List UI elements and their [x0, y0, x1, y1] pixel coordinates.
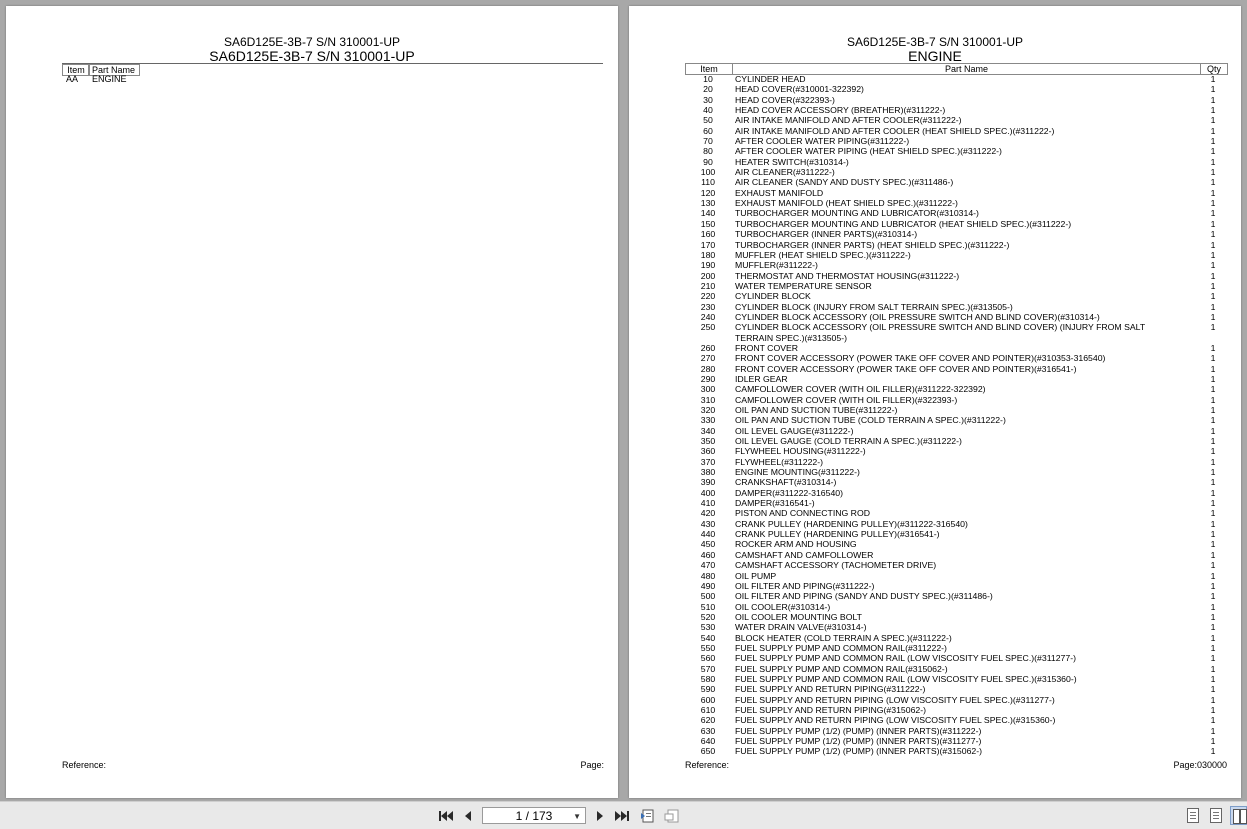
row-qty: 1 [1210, 342, 1216, 353]
row-part-name: ENGINE MOUNTING(#311222-) [735, 467, 860, 478]
row-part-name: HEAD COVER(#322393-) [735, 94, 835, 105]
row-item-number: 120 [700, 187, 716, 198]
row-qty: 1 [1210, 580, 1216, 591]
row-item-number: 330 [700, 415, 716, 426]
row-qty: 1 [1210, 229, 1216, 240]
row-qty: 1 [1210, 611, 1216, 622]
row-part-name: OIL PAN AND SUCTION TUBE (COLD TERRAIN A SPEC.)(#311222-) [735, 415, 1006, 426]
table-row[interactable] [685, 177, 1226, 187]
row-part-name: TURBOCHARGER MOUNTING AND LUBRICATOR(#310314-) [735, 208, 979, 219]
continuous-view-icon[interactable] [1210, 808, 1222, 823]
row-qty: 1 [1210, 353, 1216, 364]
row-item-number: 400 [700, 487, 716, 498]
table-row[interactable] [685, 715, 1226, 725]
left-footer-reference: Reference: [62, 760, 107, 770]
next-page-icon[interactable] [591, 807, 609, 825]
row-item-number: 300 [700, 384, 716, 395]
row-part-name: CYLINDER BLOCK [735, 291, 811, 302]
row-qty: 1 [1210, 715, 1216, 726]
row-part-name: THERMOSTAT AND THERMOSTAT HOUSING(#311222-) [735, 270, 960, 281]
row-part-name: FRONT COVER [735, 342, 799, 353]
row-item-number: 70 [703, 136, 713, 147]
row-qty: 1 [1210, 642, 1216, 653]
row-qty: 1 [1210, 487, 1216, 498]
parts-table-body [685, 74, 1226, 757]
table-row[interactable] [685, 705, 1226, 715]
row-item-number: 180 [700, 249, 716, 260]
page-indicator-text: 1 / 173 [515, 809, 553, 823]
table-row[interactable] [685, 250, 1226, 260]
table-row[interactable] [685, 612, 1226, 622]
row-qty: 1 [1210, 394, 1216, 405]
row-item-number: 620 [700, 715, 716, 726]
table-row[interactable] [685, 643, 1226, 653]
row-item-number: 150 [700, 218, 716, 229]
row-part-name: OIL COOLER MOUNTING BOLT [735, 611, 862, 622]
row-part-name: FUEL SUPPLY PUMP AND COMMON RAIL (LOW VISCOSITY FUEL SPEC.)(#315360-) [735, 673, 1077, 684]
row-item-number: 80 [703, 146, 713, 157]
table-row[interactable] [685, 167, 1226, 177]
table-row[interactable] [685, 653, 1226, 663]
right-footer-reference: Reference: [685, 760, 730, 770]
prev-page-icon[interactable] [459, 807, 477, 825]
row-qty: 1 [1210, 746, 1216, 757]
row-item-number: 20 [703, 84, 713, 95]
table-row[interactable] [685, 384, 1226, 394]
table-row[interactable] [685, 240, 1226, 250]
row-item-number: 640 [700, 736, 716, 746]
row-item-number: 470 [700, 560, 716, 571]
row-item-number: 650 [700, 746, 716, 757]
row-item-number: 30 [703, 94, 713, 105]
row-qty: 1 [1210, 218, 1216, 229]
row-item-number: 260 [700, 342, 716, 353]
table-row[interactable] [685, 374, 1226, 384]
table-row[interactable] [685, 508, 1226, 518]
row-part-name: OIL LEVEL GAUGE (COLD TERRAIN A SPEC.)(#311222-) [735, 436, 962, 447]
row-qty: 1 [1210, 146, 1216, 157]
row-item-number: 320 [700, 405, 716, 415]
table-row[interactable] [685, 74, 1226, 84]
row-qty: 1 [1210, 415, 1216, 426]
table-row[interactable] [685, 364, 1226, 374]
row-qty: 1 [1210, 653, 1216, 664]
row-qty: 1 [1210, 74, 1216, 84]
row-item-number: 530 [700, 622, 716, 633]
row-qty: 1 [1210, 456, 1216, 467]
row-part-name: FRONT COVER ACCESSORY (POWER TAKE OFF COVER AND POINTER)(#310353-316540) [735, 353, 1106, 364]
row-item-number: 550 [700, 642, 716, 653]
table-row[interactable] [685, 115, 1226, 125]
row-qty: 1 [1210, 673, 1216, 684]
row-item-number: 570 [700, 663, 716, 674]
row-qty: 1 [1210, 446, 1216, 457]
left-footer-page: Page: [580, 760, 604, 770]
single-page-view-icon[interactable] [1187, 808, 1199, 823]
row-item-number: 200 [700, 270, 716, 281]
row-qty: 1 [1210, 467, 1216, 478]
row-part-name: FUEL SUPPLY AND RETURN PIPING(#315062-) [735, 704, 927, 715]
row-part-name: DAMPER(#311222-316540) [735, 487, 844, 498]
row-qty: 1 [1210, 384, 1216, 395]
left-col-item-header: Item [62, 64, 90, 76]
row-item-number: 50 [703, 115, 713, 126]
row-qty: 1 [1210, 477, 1216, 488]
row-qty: 1 [1210, 239, 1216, 250]
table-row[interactable] [685, 529, 1226, 539]
table-row[interactable] [685, 105, 1226, 115]
table-row[interactable] [685, 198, 1226, 208]
row-item-number: 560 [700, 653, 716, 664]
row-part-name: CYLINDER HEAD [735, 74, 806, 84]
table-row[interactable] [685, 343, 1226, 353]
row-part-name: FUEL SUPPLY PUMP (1/2) (PUMP) (INNER PARTS)(#311277-) [735, 736, 982, 746]
row-qty: 1 [1210, 373, 1216, 384]
table-row[interactable] [685, 539, 1226, 549]
row-part-name: ROCKER ARM AND HOUSING [735, 539, 857, 550]
table-row[interactable] [685, 550, 1226, 560]
row-qty: 1 [1210, 549, 1216, 560]
table-row[interactable] [685, 457, 1226, 467]
row-item-number: 140 [700, 208, 716, 219]
row-item-number: 310 [700, 394, 716, 405]
row-item-number: 250 [700, 322, 716, 333]
row-part-name: FLYWHEEL HOUSING(#311222-) [735, 446, 866, 457]
table-row[interactable] [685, 95, 1226, 105]
row-part-name: OIL LEVEL GAUGE(#311222-) [735, 425, 854, 436]
row-item-number: 350 [700, 436, 716, 447]
row-item-number: 380 [700, 467, 716, 478]
row-part-name: DAMPER(#316541-) [735, 498, 815, 509]
two-page-view-icon[interactable] [1230, 806, 1247, 825]
row-qty: 1 [1210, 94, 1216, 105]
row-part-name: TURBOCHARGER (INNER PARTS)(#310314-) [735, 229, 918, 240]
row-part-name: FUEL SUPPLY PUMP AND COMMON RAIL (LOW VISCOSITY FUEL SPEC.)(#311277-) [735, 653, 1076, 664]
row-qty: 1 [1210, 725, 1216, 736]
row-qty: 1 [1210, 270, 1216, 281]
row-qty: 1 [1210, 167, 1216, 178]
row-qty: 1 [1210, 684, 1216, 695]
table-row[interactable] [685, 84, 1226, 94]
row-item-number: 270 [700, 353, 716, 364]
row-part-name: AIR INTAKE MANIFOLD AND AFTER COOLER(#311222-) [735, 115, 962, 126]
row-qty: 1 [1210, 663, 1216, 674]
row-part-name: AIR CLEANER(#311222-) [735, 167, 835, 178]
row-qty: 1 [1210, 425, 1216, 436]
row-item-number: 90 [703, 156, 713, 167]
row-qty: 1 [1210, 187, 1216, 198]
table-row[interactable] [685, 146, 1226, 156]
row-item-number: 520 [700, 611, 716, 622]
row-part-name: CAMSHAFT ACCESSORY (TACHOMETER DRIVE) [735, 560, 937, 571]
table-row[interactable] [685, 664, 1226, 674]
row-qty: 1 [1210, 136, 1216, 147]
table-row[interactable] [685, 302, 1226, 312]
row-item-number: 580 [700, 673, 716, 684]
left-row-name[interactable]: ENGINE [92, 74, 127, 84]
row-qty: 1 [1210, 508, 1216, 519]
row-part-name: FUEL SUPPLY PUMP (1/2) (PUMP) (INNER PARTS)(#315062-) [735, 746, 983, 757]
row-qty: 1 [1210, 177, 1216, 188]
left-page [6, 6, 618, 798]
row-qty: 1 [1210, 363, 1216, 374]
row-part-name: FUEL SUPPLY AND RETURN PIPING (LOW VISCOSITY FUEL SPEC.)(#311277-) [735, 694, 1055, 705]
row-qty: 1 [1210, 301, 1216, 312]
row-part-name: MUFFLER (HEAT SHIELD SPEC.)(#311222-) [735, 249, 911, 260]
row-part-name: CYLINDER BLOCK (INJURY FROM SALT TERRAIN SPEC.)(#313505-) [735, 301, 1013, 312]
table-row[interactable] [685, 684, 1226, 694]
row-qty: 1 [1210, 591, 1216, 602]
last-page-icon[interactable] [613, 807, 631, 825]
row-qty: 1 [1210, 632, 1216, 643]
row-item-number: 210 [700, 280, 716, 291]
row-qty: 1 [1210, 436, 1216, 447]
row-item-number: 360 [700, 446, 716, 457]
row-qty: 1 [1210, 704, 1216, 715]
row-qty: 1 [1210, 601, 1216, 612]
table-row[interactable] [685, 633, 1226, 643]
fit-width-icon[interactable] [663, 807, 681, 825]
table-row[interactable] [685, 312, 1226, 322]
row-item-number: 390 [700, 477, 716, 488]
row-item-number: 40 [703, 105, 713, 116]
table-row[interactable] [685, 560, 1226, 570]
row-item-number: 610 [700, 704, 716, 715]
row-item-number: 490 [700, 580, 716, 591]
row-part-name: FUEL SUPPLY AND RETURN PIPING(#311222-) [735, 684, 926, 695]
row-qty: 1 [1210, 125, 1216, 136]
table-row[interactable] [685, 726, 1226, 736]
row-part-name: CAMFOLLOWER COVER (WITH OIL FILLER)(#311222-322392) [735, 384, 986, 395]
table-row[interactable] [685, 136, 1226, 146]
row-qty: 1 [1210, 260, 1216, 271]
row-item-number: 480 [700, 570, 716, 581]
row-part-name: IDLER GEAR [735, 373, 788, 384]
row-item-number: 10 [703, 74, 713, 84]
row-part-name: BLOCK HEATER (COLD TERRAIN A SPEC.)(#311222-) [735, 632, 952, 643]
row-item-number: 500 [700, 591, 716, 602]
row-item-number: 240 [700, 311, 716, 322]
table-row[interactable] [685, 746, 1226, 756]
table-row[interactable] [685, 395, 1226, 405]
row-qty: 1 [1210, 560, 1216, 571]
row-item-number: 410 [700, 498, 716, 509]
row-item-number: 440 [700, 529, 716, 540]
table-row[interactable] [685, 271, 1226, 281]
row-part-name: CYLINDER BLOCK ACCESSORY (OIL PRESSURE SWITCH AND BLIND COVER)(#310314-) [735, 311, 1100, 322]
table-row[interactable] [685, 591, 1226, 601]
row-qty: 1 [1210, 322, 1216, 333]
row-item-number: 220 [700, 291, 716, 302]
row-qty: 1 [1210, 694, 1216, 705]
row-part-name: WATER DRAIN VALVE(#310314-) [735, 622, 867, 633]
row-item-number: 540 [700, 632, 716, 643]
row-qty: 1 [1210, 622, 1216, 633]
row-part-name: CRANK PULLEY (HARDENING PULLEY)(#311222-316540) [735, 518, 968, 529]
row-part-name: FUEL SUPPLY PUMP AND COMMON RAIL(#311222-) [735, 642, 947, 653]
table-row[interactable] [685, 602, 1226, 612]
table-row[interactable] [685, 498, 1226, 508]
left-header-subtitle: SA6D125E-3B-7 S/N 310001-UP [209, 48, 415, 64]
table-row[interactable] [685, 291, 1226, 301]
row-part-name: FRONT COVER ACCESSORY (POWER TAKE OFF COVER AND POINTER)(#316541-) [735, 363, 1077, 374]
row-item-number: 590 [700, 684, 716, 695]
table-row[interactable] [685, 281, 1226, 291]
row-item-number: 160 [700, 229, 716, 240]
row-part-name: AIR INTAKE MANIFOLD AND AFTER COOLER (HEAT SHIELD SPEC.)(#311222-) [735, 125, 1055, 136]
table-row[interactable] [685, 208, 1226, 218]
row-item-number: 190 [700, 260, 716, 271]
first-page-icon[interactable] [437, 807, 455, 825]
right-header-subtitle: ENGINE [908, 48, 962, 64]
left-col-partname-header: Part Name [88, 64, 140, 76]
row-qty: 1 [1210, 249, 1216, 260]
row-part-name: CYLINDER BLOCK ACCESSORY (OIL PRESSURE SWITCH AND BLIND COVER) (INJURY FROM SALT TERRAIN SPEC.)(#313505-) [735, 322, 1146, 343]
row-part-name: OIL COOLER(#310314-) [735, 601, 831, 612]
row-qty: 1 [1210, 208, 1216, 219]
row-item-number: 450 [700, 539, 716, 550]
left-row-item: AA [66, 74, 79, 84]
right-col-item-header: Item [700, 64, 718, 74]
row-part-name: EXHAUST MANIFOLD [735, 187, 824, 198]
row-part-name: WATER TEMPERATURE SENSOR [735, 280, 872, 291]
row-item-number: 100 [700, 167, 716, 178]
table-row[interactable] [685, 188, 1226, 198]
row-item-number: 510 [700, 601, 716, 612]
row-part-name: HEATER SWITCH(#310314-) [735, 156, 849, 167]
table-row[interactable] [685, 736, 1226, 746]
row-qty: 1 [1210, 498, 1216, 509]
table-row[interactable] [685, 426, 1226, 436]
table-row[interactable] [685, 157, 1226, 167]
row-item-number: 230 [700, 301, 716, 312]
row-part-name: HEAD COVER(#310001-322392) [735, 84, 864, 95]
row-part-name: OIL FILTER AND PIPING(#311222-) [735, 580, 875, 591]
row-qty: 1 [1210, 280, 1216, 291]
table-row[interactable] [685, 581, 1226, 591]
right-page [629, 6, 1241, 798]
row-qty: 1 [1210, 405, 1216, 415]
row-part-name: AIR CLEANER (SANDY AND DUSTY SPEC.)(#311486-) [735, 177, 954, 188]
table-row[interactable] [685, 467, 1226, 477]
row-item-number: 280 [700, 363, 716, 374]
table-row[interactable] [685, 674, 1226, 684]
row-part-name: FLYWHEEL(#311222-) [735, 456, 824, 467]
table-row[interactable] [685, 405, 1226, 415]
table-row[interactable] [685, 219, 1226, 229]
row-part-name: AFTER COOLER WATER PIPING (HEAT SHIELD SPEC.)(#311222-) [735, 146, 1002, 157]
row-part-name: CRANK PULLEY (HARDENING PULLEY)(#316541-) [735, 529, 940, 540]
right-footer-page: Page:030000 [1173, 760, 1227, 770]
row-item-number: 340 [700, 425, 716, 436]
table-row[interactable] [685, 571, 1226, 581]
row-qty: 1 [1210, 115, 1216, 126]
table-row[interactable] [685, 229, 1226, 239]
row-qty: 1 [1210, 291, 1216, 302]
row-qty: 1 [1210, 156, 1216, 167]
row-part-name: OIL PUMP [735, 570, 777, 581]
row-qty: 1 [1210, 570, 1216, 581]
table-row[interactable] [685, 519, 1226, 529]
row-part-name: CAMSHAFT AND CAMFOLLOWER [735, 549, 874, 560]
row-qty: 1 [1210, 198, 1216, 209]
left-header-title: SA6D125E-3B-7 S/N 310001-UP [223, 35, 401, 49]
row-qty: 1 [1210, 311, 1216, 322]
row-qty: 1 [1210, 736, 1216, 746]
table-row[interactable] [685, 488, 1226, 498]
row-qty: 1 [1210, 518, 1216, 529]
row-part-name: TURBOCHARGER (INNER PARTS) (HEAT SHIELD SPEC.)(#311222-) [735, 239, 1010, 250]
row-part-name: CAMFOLLOWER COVER (WITH OIL FILLER)(#322393-) [735, 394, 958, 405]
row-item-number: 460 [700, 549, 716, 560]
fit-page-icon[interactable] [639, 807, 657, 825]
row-part-name: FUEL SUPPLY AND RETURN PIPING (LOW VISCOSITY FUEL SPEC.)(#315360-) [735, 715, 1056, 726]
row-item-number: 420 [700, 508, 716, 519]
row-part-name: PISTON AND CONNECTING ROD [735, 508, 870, 519]
viewer-toolbar [0, 801, 1247, 829]
row-part-name: MUFFLER(#311222-) [735, 260, 818, 271]
row-part-name: OIL FILTER AND PIPING (SANDY AND DUSTY SPEC.)(#311486-) [735, 591, 993, 602]
row-part-name: AFTER COOLER WATER PIPING(#311222-) [735, 136, 910, 147]
table-row[interactable] [685, 446, 1226, 456]
table-row[interactable] [685, 695, 1226, 705]
row-item-number: 290 [700, 373, 716, 384]
table-row[interactable] [685, 260, 1226, 270]
row-item-number: 60 [703, 125, 713, 136]
row-part-name: EXHAUST MANIFOLD (HEAT SHIELD SPEC.)(#311222-) [735, 198, 958, 209]
row-item-number: 630 [700, 725, 716, 736]
row-qty: 1 [1210, 529, 1216, 540]
row-item-number: 170 [700, 239, 716, 250]
row-qty: 1 [1210, 84, 1216, 95]
right-col-partname-header: Part Name [944, 64, 988, 74]
table-row[interactable] [685, 126, 1226, 136]
row-item-number: 370 [700, 456, 716, 467]
row-part-name: TURBOCHARGER MOUNTING AND LUBRICATOR (HEAT SHIELD SPEC.)(#311222-) [735, 218, 1072, 229]
chevron-down-icon[interactable]: ▼ [573, 812, 581, 821]
row-part-name: HEAD COVER ACCESSORY (BREATHER)(#311222-) [735, 105, 946, 116]
row-item-number: 110 [701, 177, 715, 188]
left-header-rule [62, 63, 603, 64]
row-part-name: OIL PAN AND SUCTION TUBE(#311222-) [735, 405, 898, 415]
row-part-name: CRANKSHAFT(#310314-) [735, 477, 837, 488]
row-part-name: FUEL SUPPLY PUMP AND COMMON RAIL(#315062-) [735, 663, 948, 674]
page-number-input[interactable] [482, 807, 586, 824]
table-row[interactable] [685, 415, 1226, 425]
table-row[interactable] [685, 353, 1226, 363]
row-item-number: 130 [700, 198, 716, 209]
table-row[interactable] [685, 477, 1226, 487]
row-part-name: FUEL SUPPLY PUMP (1/2) (PUMP) (INNER PARTS)(#311222-) [735, 725, 982, 736]
row-item-number: 430 [700, 518, 716, 529]
right-col-qty-header: Qty [1206, 64, 1221, 74]
row-qty: 1 [1210, 105, 1216, 116]
row-item-number: 600 [700, 694, 716, 705]
table-row[interactable] [685, 622, 1226, 632]
table-row[interactable] [685, 322, 1226, 343]
table-row[interactable] [685, 436, 1226, 446]
right-header-title: SA6D125E-3B-7 S/N 310001-UP [846, 35, 1024, 49]
row-qty: 1 [1210, 539, 1216, 550]
